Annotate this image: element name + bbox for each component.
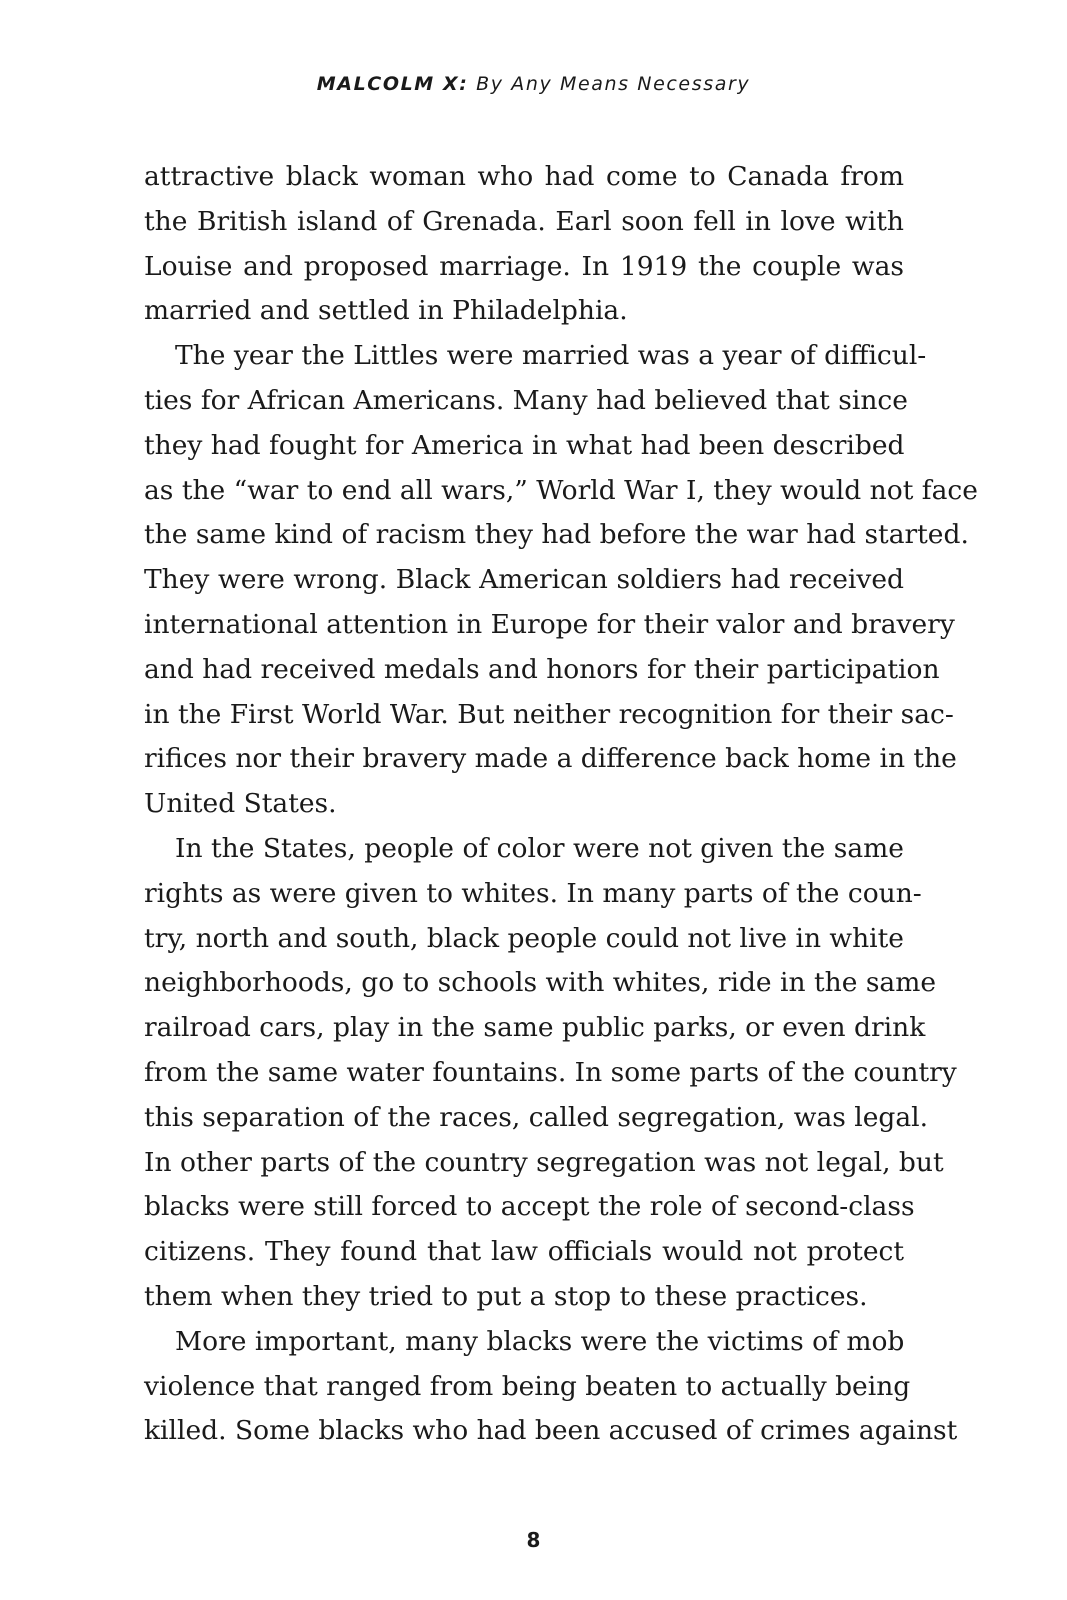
text-line: try, north and south, black people could not live in white — [144, 922, 904, 954]
text-line: the British island of Grenada. Earl soon fell in love with — [144, 205, 904, 237]
page-number: 8 — [526, 1528, 541, 1552]
text-line: them when they tried to put a stop to these practices. — [144, 1280, 868, 1312]
text-line: blacks were still forced to accept the role of second-class — [144, 1191, 915, 1223]
text-line: neighborhoods, go to schools with whites, ride in the same — [144, 967, 937, 999]
text-line: In other parts of the country segregation was not legal, but — [144, 1146, 944, 1178]
text-line: the same kind of racism they had before the war had started. — [144, 519, 969, 551]
paragraph — [144, 1320, 958, 1454]
text-line: and had received medals and honors for their participation — [144, 653, 940, 685]
text-line: this separation of the races, called segregation, was legal. — [144, 1101, 929, 1133]
running-head-subtitle: By Any Means Necessary — [476, 73, 751, 95]
text-line: attractive black woman who had come to Canada from — [144, 161, 904, 192]
text-line: railroad cars, play in the same public parks, or even drink — [144, 1012, 926, 1044]
text-line: married and settled in Philadelphia. — [144, 295, 628, 327]
text-line: ties for African Americans. Many had believed that since — [144, 384, 908, 416]
text-line: rifices nor their bravery made a difference back home in the — [144, 743, 957, 775]
paragraph — [144, 155, 904, 334]
text-line: they had fought for America in what had been described — [144, 429, 905, 461]
text-line: More important, many blacks were the victims of mob — [175, 1325, 905, 1357]
running-head-subject: MALCOLM X: — [316, 73, 469, 95]
paragraph — [144, 334, 978, 827]
text-line: killed. Some blacks who had been accused of crimes against — [144, 1415, 958, 1447]
text-line: from the same water fountains. In some parts of the country — [144, 1056, 957, 1088]
text-line: The year the Littles were married was a year of difficul- — [175, 340, 927, 372]
paragraph — [144, 827, 957, 1320]
text-line: Louise and proposed marriage. In 1919 the couple was — [144, 250, 904, 282]
text-line: In the States, people of color were not given the same — [175, 832, 904, 864]
text-line: United States. — [144, 788, 337, 820]
text-line: rights as were given to whites. In many parts of the coun- — [144, 877, 922, 909]
running-head — [0, 70, 1067, 98]
text-line: in the First World War. But neither recognition for their sac- — [144, 698, 954, 730]
text-line: They were wrong. Black American soldiers had received — [144, 564, 904, 596]
body-text — [144, 155, 978, 1454]
text-line: citizens. They found that law officials would not protect — [144, 1236, 904, 1268]
text-line: as the “war to end all wars,” World War I, they would not face — [144, 474, 978, 506]
text-line: violence that ranged from being beaten to actually being — [144, 1370, 911, 1402]
text-line: international attention in Europe for their valor and bravery — [144, 608, 955, 640]
